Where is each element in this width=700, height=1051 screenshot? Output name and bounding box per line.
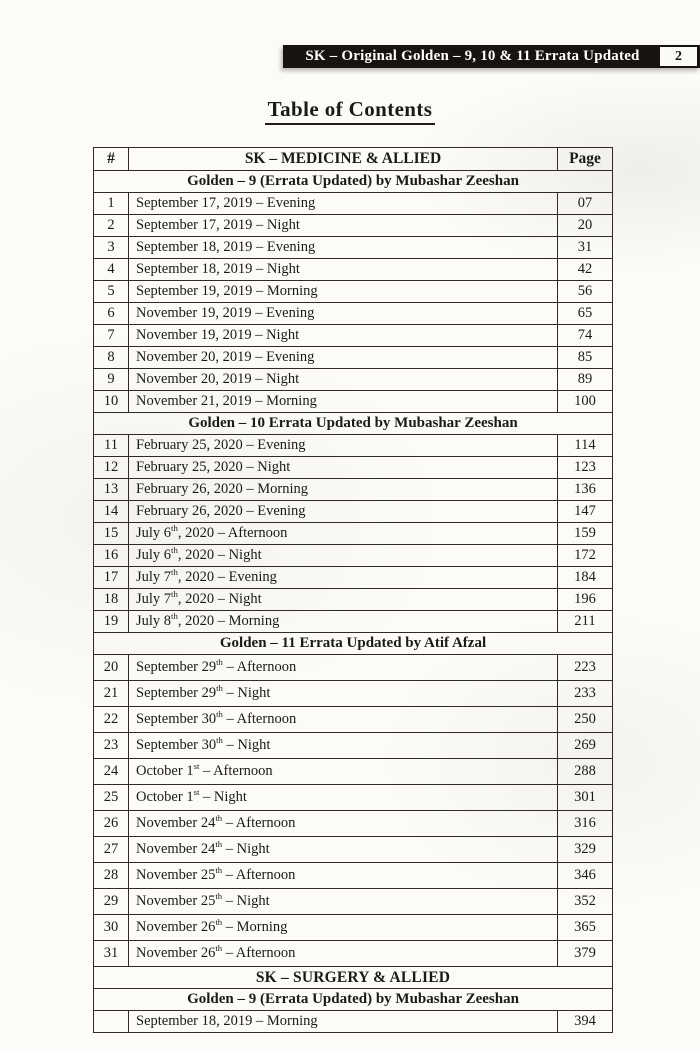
toc-row — [94, 325, 613, 347]
cell-label: September 18, 2019 – Evening — [129, 237, 558, 259]
cell-label: February 26, 2020 – Evening — [129, 501, 558, 523]
cell-page: 301 — [558, 785, 613, 811]
cell-label: November 25th – Afternoon — [129, 863, 558, 889]
cell-num — [94, 1011, 129, 1033]
cell-num: 22 — [94, 707, 129, 733]
cell-num: 23 — [94, 733, 129, 759]
toc-row — [94, 785, 613, 811]
cell-label: July 7th, 2020 – Night — [129, 589, 558, 611]
cell-label: September 30th – Afternoon — [129, 707, 558, 733]
toc-section-row — [94, 633, 613, 655]
cell-label: November 26th – Morning — [129, 915, 558, 941]
cell-label: February 25, 2020 – Evening — [129, 435, 558, 457]
toc-row — [94, 589, 613, 611]
toc-row — [94, 837, 613, 863]
toc-row — [94, 523, 613, 545]
cell-page: 65 — [558, 303, 613, 325]
cell-label: SK – MEDICINE & ALLIED — [129, 148, 558, 171]
toc-row — [94, 501, 613, 523]
cell-num: 21 — [94, 681, 129, 707]
cell-num: 13 — [94, 479, 129, 501]
cell-label: September 30th – Night — [129, 733, 558, 759]
cell-page: Page — [558, 148, 613, 171]
cell-page: 42 — [558, 259, 613, 281]
cell-page: 211 — [558, 611, 613, 633]
toc-row — [94, 457, 613, 479]
cell-page: 147 — [558, 501, 613, 523]
cell-page: 56 — [558, 281, 613, 303]
cell-label: September 17, 2019 – Evening — [129, 193, 558, 215]
toc-section-major-row — [94, 967, 613, 989]
cell-page: 114 — [558, 435, 613, 457]
toc-row — [94, 655, 613, 681]
header-title: SK – Original Golden – 9, 10 & 11 Errata Updated — [305, 48, 640, 64]
cell-page: 159 — [558, 523, 613, 545]
cell-label: October 1st – Night — [129, 785, 558, 811]
cell-num: 6 — [94, 303, 129, 325]
toc-row — [94, 941, 613, 967]
toc-row — [94, 259, 613, 281]
toc-row — [94, 915, 613, 941]
toc-row — [94, 889, 613, 915]
toc-row — [94, 733, 613, 759]
cell-label: September 29th – Night — [129, 681, 558, 707]
cell-label: November 20, 2019 – Night — [129, 369, 558, 391]
cell-page: 184 — [558, 567, 613, 589]
cell-label: November 19, 2019 – Evening — [129, 303, 558, 325]
cell-page: 07 — [558, 193, 613, 215]
cell-label: September 29th – Afternoon — [129, 655, 558, 681]
cell-num: 2 — [94, 215, 129, 237]
cell-page: 20 — [558, 215, 613, 237]
cell-page: 74 — [558, 325, 613, 347]
page-number-badge: 2 — [660, 47, 697, 66]
toc-row — [94, 1011, 613, 1033]
cell-page: 172 — [558, 545, 613, 567]
cell-num: 12 — [94, 457, 129, 479]
cell-num: 9 — [94, 369, 129, 391]
cell-label: November 20, 2019 – Evening — [129, 347, 558, 369]
page-header-bar — [283, 45, 700, 68]
toc-section-row — [94, 989, 613, 1011]
toc-row — [94, 237, 613, 259]
cell-num: 7 — [94, 325, 129, 347]
toc-colheader-row — [94, 148, 613, 171]
cell-num: 8 — [94, 347, 129, 369]
cell-num: 19 — [94, 611, 129, 633]
section-title: Golden – 10 Errata Updated by Mubashar Zeeshan — [94, 413, 613, 435]
cell-num: 1 — [94, 193, 129, 215]
cell-num: 4 — [94, 259, 129, 281]
toc-row — [94, 707, 613, 733]
toc-row — [94, 863, 613, 889]
cell-page: 136 — [558, 479, 613, 501]
toc-row — [94, 391, 613, 413]
cell-page: 89 — [558, 369, 613, 391]
cell-num: 14 — [94, 501, 129, 523]
toc-section-row — [94, 413, 613, 435]
toc-row — [94, 567, 613, 589]
cell-num: # — [94, 148, 129, 171]
toc-row — [94, 303, 613, 325]
cell-page: 379 — [558, 941, 613, 967]
cell-page: 288 — [558, 759, 613, 785]
cell-label: September 19, 2019 – Morning — [129, 281, 558, 303]
cell-num: 3 — [94, 237, 129, 259]
toc-row — [94, 193, 613, 215]
section-title: Golden – 9 (Errata Updated) by Mubashar Zeeshan — [94, 171, 613, 193]
section-title: Golden – 11 Errata Updated by Atif Afzal — [94, 633, 613, 655]
section-title: Golden – 9 (Errata Updated) by Mubashar Zeeshan — [94, 989, 613, 1011]
cell-label: October 1st – Afternoon — [129, 759, 558, 785]
cell-num: 28 — [94, 863, 129, 889]
cell-num: 26 — [94, 811, 129, 837]
cell-label: September 17, 2019 – Night — [129, 215, 558, 237]
toc-row — [94, 215, 613, 237]
toc-table — [93, 147, 613, 1033]
cell-label: November 21, 2019 – Morning — [129, 391, 558, 413]
cell-label: February 26, 2020 – Morning — [129, 479, 558, 501]
toc-table-body — [94, 148, 613, 1033]
cell-num: 27 — [94, 837, 129, 863]
cell-label: July 7th, 2020 – Evening — [129, 567, 558, 589]
toc-row — [94, 479, 613, 501]
cell-page: 329 — [558, 837, 613, 863]
cell-label: July 6th, 2020 – Afternoon — [129, 523, 558, 545]
toc-row — [94, 681, 613, 707]
cell-page: 269 — [558, 733, 613, 759]
cell-num: 5 — [94, 281, 129, 303]
cell-label: November 24th – Afternoon — [129, 811, 558, 837]
cell-page: 85 — [558, 347, 613, 369]
cell-page: 394 — [558, 1011, 613, 1033]
cell-page: 223 — [558, 655, 613, 681]
toc-row — [94, 435, 613, 457]
cell-label: February 25, 2020 – Night — [129, 457, 558, 479]
cell-label: November 26th – Afternoon — [129, 941, 558, 967]
cell-num: 16 — [94, 545, 129, 567]
cell-label: November 24th – Night — [129, 837, 558, 863]
cell-num: 31 — [94, 941, 129, 967]
toc-row — [94, 281, 613, 303]
cell-num: 25 — [94, 785, 129, 811]
cell-num: 30 — [94, 915, 129, 941]
cell-label: July 6th, 2020 – Night — [129, 545, 558, 567]
cell-page: 196 — [558, 589, 613, 611]
cell-num: 10 — [94, 391, 129, 413]
cell-num: 29 — [94, 889, 129, 915]
toc-row — [94, 347, 613, 369]
cell-page: 365 — [558, 915, 613, 941]
cell-page: 31 — [558, 237, 613, 259]
cell-label: July 8th, 2020 – Morning — [129, 611, 558, 633]
cell-label: November 25th – Night — [129, 889, 558, 915]
cell-page: 352 — [558, 889, 613, 915]
cell-page: 233 — [558, 681, 613, 707]
cell-page: 316 — [558, 811, 613, 837]
toc-row — [94, 811, 613, 837]
toc-row — [94, 369, 613, 391]
cell-page: 250 — [558, 707, 613, 733]
cell-page: 123 — [558, 457, 613, 479]
cell-label: November 19, 2019 – Night — [129, 325, 558, 347]
cell-num: 18 — [94, 589, 129, 611]
cell-num: 20 — [94, 655, 129, 681]
cell-num: 15 — [94, 523, 129, 545]
cell-page: 100 — [558, 391, 613, 413]
cell-num: 24 — [94, 759, 129, 785]
toc-row — [94, 759, 613, 785]
cell-num: 17 — [94, 567, 129, 589]
toc-row — [94, 611, 613, 633]
cell-label: September 18, 2019 – Morning — [129, 1011, 558, 1033]
page-title-container — [0, 97, 700, 125]
toc-row — [94, 545, 613, 567]
cell-label: September 18, 2019 – Night — [129, 259, 558, 281]
page-title: Table of Contents — [265, 97, 436, 125]
cell-page: 346 — [558, 863, 613, 889]
toc-section-row — [94, 171, 613, 193]
cell-num: 11 — [94, 435, 129, 457]
section-title: SK – SURGERY & ALLIED — [94, 967, 613, 989]
